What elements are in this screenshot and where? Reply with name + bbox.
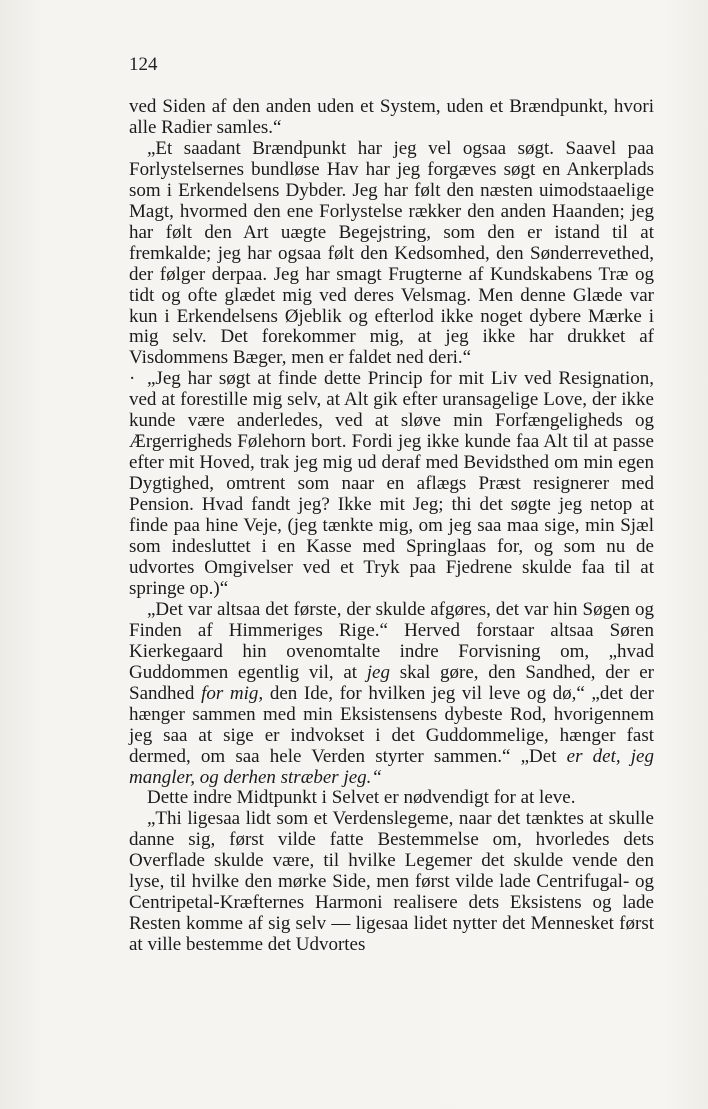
- paragraph-text: „Et saadant Brændpunkt har jeg vel ogsaa søgt. Saavel paa Forlystelsernes bundløse Hav har jeg forgæves søgt en Ankerplads som i Erkendelsens Dybder. Jeg har følt den næsten uimodstaaelige Magt, hvormed den ene Forlystelse rækker den anden Haanden; jeg har følt den Art uægte Begejstring, som den er istand til at fremkalde; jeg har ogsaa følt den Kedsomhed, den Sønderrevethed, der følger derpaa. Jeg har smagt Frugterne af Kundskabens Træ og tidt og ofte glædet mig ved deres Velsmag. Men denne Glæde var kun i Erkendelsens Øjeblik og efterlod ikke noget dybere Mærke i mig selv. Det forekommer mig, at jeg ikke har drukket af Visdommens Bæger, men er faldet ned deri.“: [129, 137, 654, 369]
- paragraph-text: „Jeg har søgt at finde dette Princip for mit Liv ved Resignation, ved at forestille mig selv, at Alt gik efter uransagelige Love, der ikke kunde være anderledes, ved at sløve min Forfængeligheds og Ærgerrigheds Følehorn bort. Fordi jeg ikke kunde faa Alt til at passe efter mit Hoved, trak jeg mig ud deraf med Bevidsthed om min egen Dygtighed, omtrent som naar en aflægs Præst resignerer med Pension. Hvad fandt jeg? Ikke mit Jeg; thi det søgte jeg netop at finde paa hine Veje, (jeg tænkte mig, om jeg saa maa sige, min Sjæl som indesluttet i en Kasse med Springlaas for, og som nu de udvortes Omgivelser ved et Tryk paa Fjedrene skulde faa til at springe op.)“: [129, 368, 654, 599]
- paragraph-6: [129, 809, 654, 956]
- paragraph-text: ved Siden af den anden uden et System, uden et Brændpunkt, hvori alle Radier samles.“: [129, 96, 654, 138]
- paragraph-bullet: ·: [129, 368, 136, 390]
- italic-text: jeg: [366, 661, 390, 683]
- paragraph-2: [129, 139, 654, 369]
- paragraph-1: [129, 97, 654, 139]
- page-number: 124: [129, 54, 158, 75]
- paragraph-3: [129, 369, 654, 599]
- paragraph-text: Dette indre Midtpunkt i Selvet er nødvendigt for at leve.: [147, 787, 576, 809]
- body-text: [129, 97, 654, 956]
- italic-text: er det, jeg mangler, og derhen stræber jeg.“: [129, 745, 654, 788]
- paragraph-text: „Det var altsaa det første, der skulde afgøres, det var hin Søgen og Finden af Himmeriges Rige.“ Herved forstaar altsaa Søren Kierkegaard hin ovenomtalte indre Forvisning om, „hvad Guddommen egentlig vil, at: [129, 598, 654, 683]
- paragraph-text: skal gøre, den Sandhed, der er Sandhed: [129, 661, 654, 704]
- paragraph-5: [129, 788, 654, 809]
- italic-text: for mig,: [201, 682, 264, 704]
- paragraph-4: [129, 600, 654, 789]
- paragraph-text: „Thi ligesaa lidt som et Verdenslegeme, naar det tænktes at skulle danne sig, først vilde fatte Bestemmelse om, hvorledes dets Overflade skulde være, til hvilke Legemer det skulde vende den lyse, til hvilke den mørke Side, men først vilde lade Centrifugal- og Centripetal-Kræfternes Harmoni realisere dets Eksistens og lade Resten komme af sig selv — ligesaa lidet nytter det Mennesket først at ville bestemme det Udvortes: [129, 808, 654, 956]
- paragraph-text: den Ide, for hvilken jeg vil leve og dø,“ „det der hænger sammen med min Eksistensens dybeste Rod, hvorigennem jeg saa at sige er indvokset i det Guddommelige, hænger fast dermed, om saa hele Verden styrter sammen.“ „Det: [129, 682, 654, 767]
